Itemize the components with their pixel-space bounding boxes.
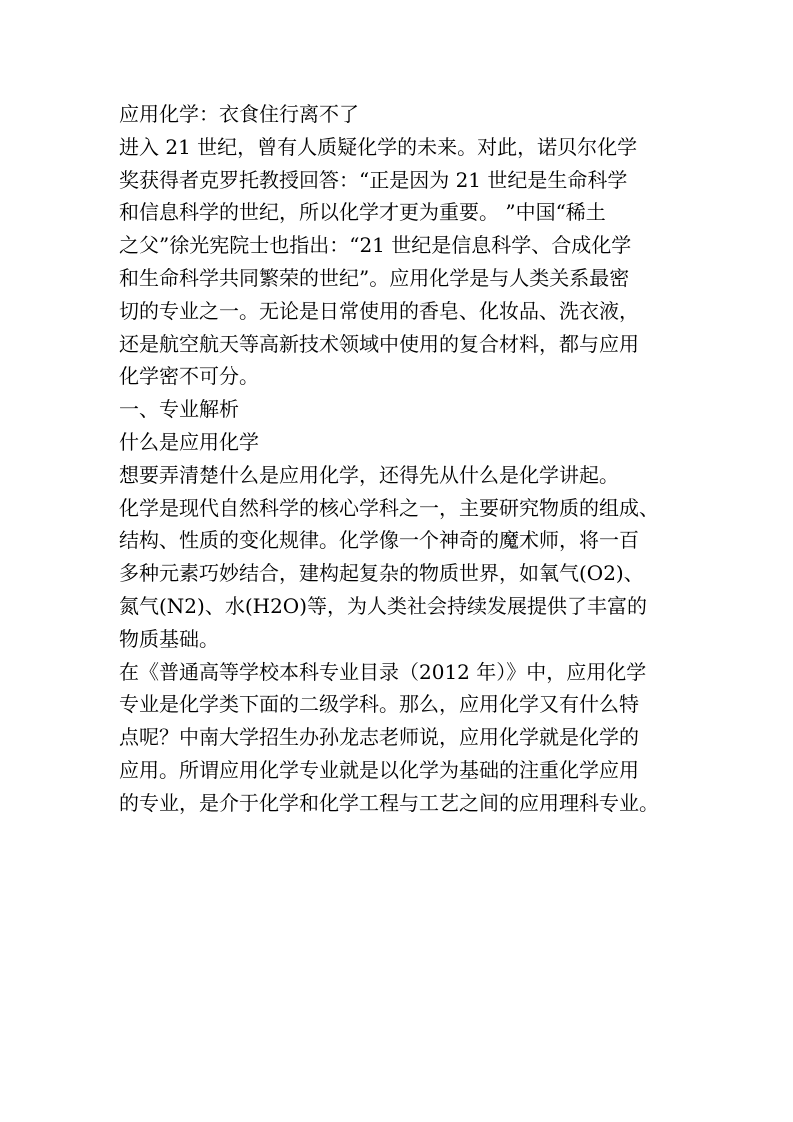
- text-line: 多种元素巧妙结合，建构起复杂的物质世界，如氧气(O2)、: [119, 561, 644, 586]
- text-line: 专业是化学类下面的二级学科。那么，应用化学又有什么特: [119, 692, 639, 717]
- text-line: 结构、性质的变化规律。化学像一个神奇的魔术师，将一百: [119, 528, 639, 553]
- text-line: 化学是现代自然科学的核心学科之一，主要研究物质的组成、: [119, 495, 659, 520]
- subsection-heading: 什么是应用化学: [119, 429, 259, 454]
- document-body: [119, 98, 689, 820]
- text-line: 想要弄清楚什么是应用化学，还得先从什么是化学讲起。: [119, 462, 619, 487]
- text-line: 氮气(N2)、水(H2O)等，为人类社会持续发展提供了丰富的: [119, 593, 647, 618]
- text-line: 之父”徐光宪院士也指出：“21 世纪是信息科学、合成化学: [119, 233, 632, 258]
- article-title: 应用化学：衣食住行离不了: [119, 102, 359, 126]
- text-line: 在《普通高等学校本科专业目录（2012 年）》中，应用化学: [119, 659, 647, 684]
- section-heading: 一、专业解析: [119, 397, 239, 422]
- text-line: 物质基础。: [119, 626, 219, 651]
- text-line: 应用。所谓应用化学专业就是以化学为基础的注重化学应用: [119, 757, 639, 782]
- text-line: 还是航空航天等高新技术领域中使用的复合材料，都与应用: [119, 331, 639, 356]
- text-line: 奖获得者克罗托教授回答：“正是因为 21 世纪是生命科学: [119, 167, 628, 192]
- text-line: 化学密不可分。: [119, 364, 259, 389]
- text-line: 点呢？中南大学招生办孙龙志老师说，应用化学就是化学的: [119, 725, 639, 750]
- text-line: 的专业，是介于化学和化学工程与工艺之间的应用理科专业。: [119, 790, 659, 815]
- text-line: 切的专业之一。无论是日常使用的香皂、化妆品、洗衣液，: [119, 298, 639, 323]
- text-line: 进入 21 世纪，曾有人质疑化学的未来。对此，诺贝尔化学: [119, 134, 638, 159]
- text-line: 和生命科学共同繁荣的世纪”。应用化学是与人类关系最密: [119, 265, 630, 290]
- text-line: 和信息科学的世纪，所以化学才更为重要。 ”中国“稀土: [119, 200, 606, 225]
